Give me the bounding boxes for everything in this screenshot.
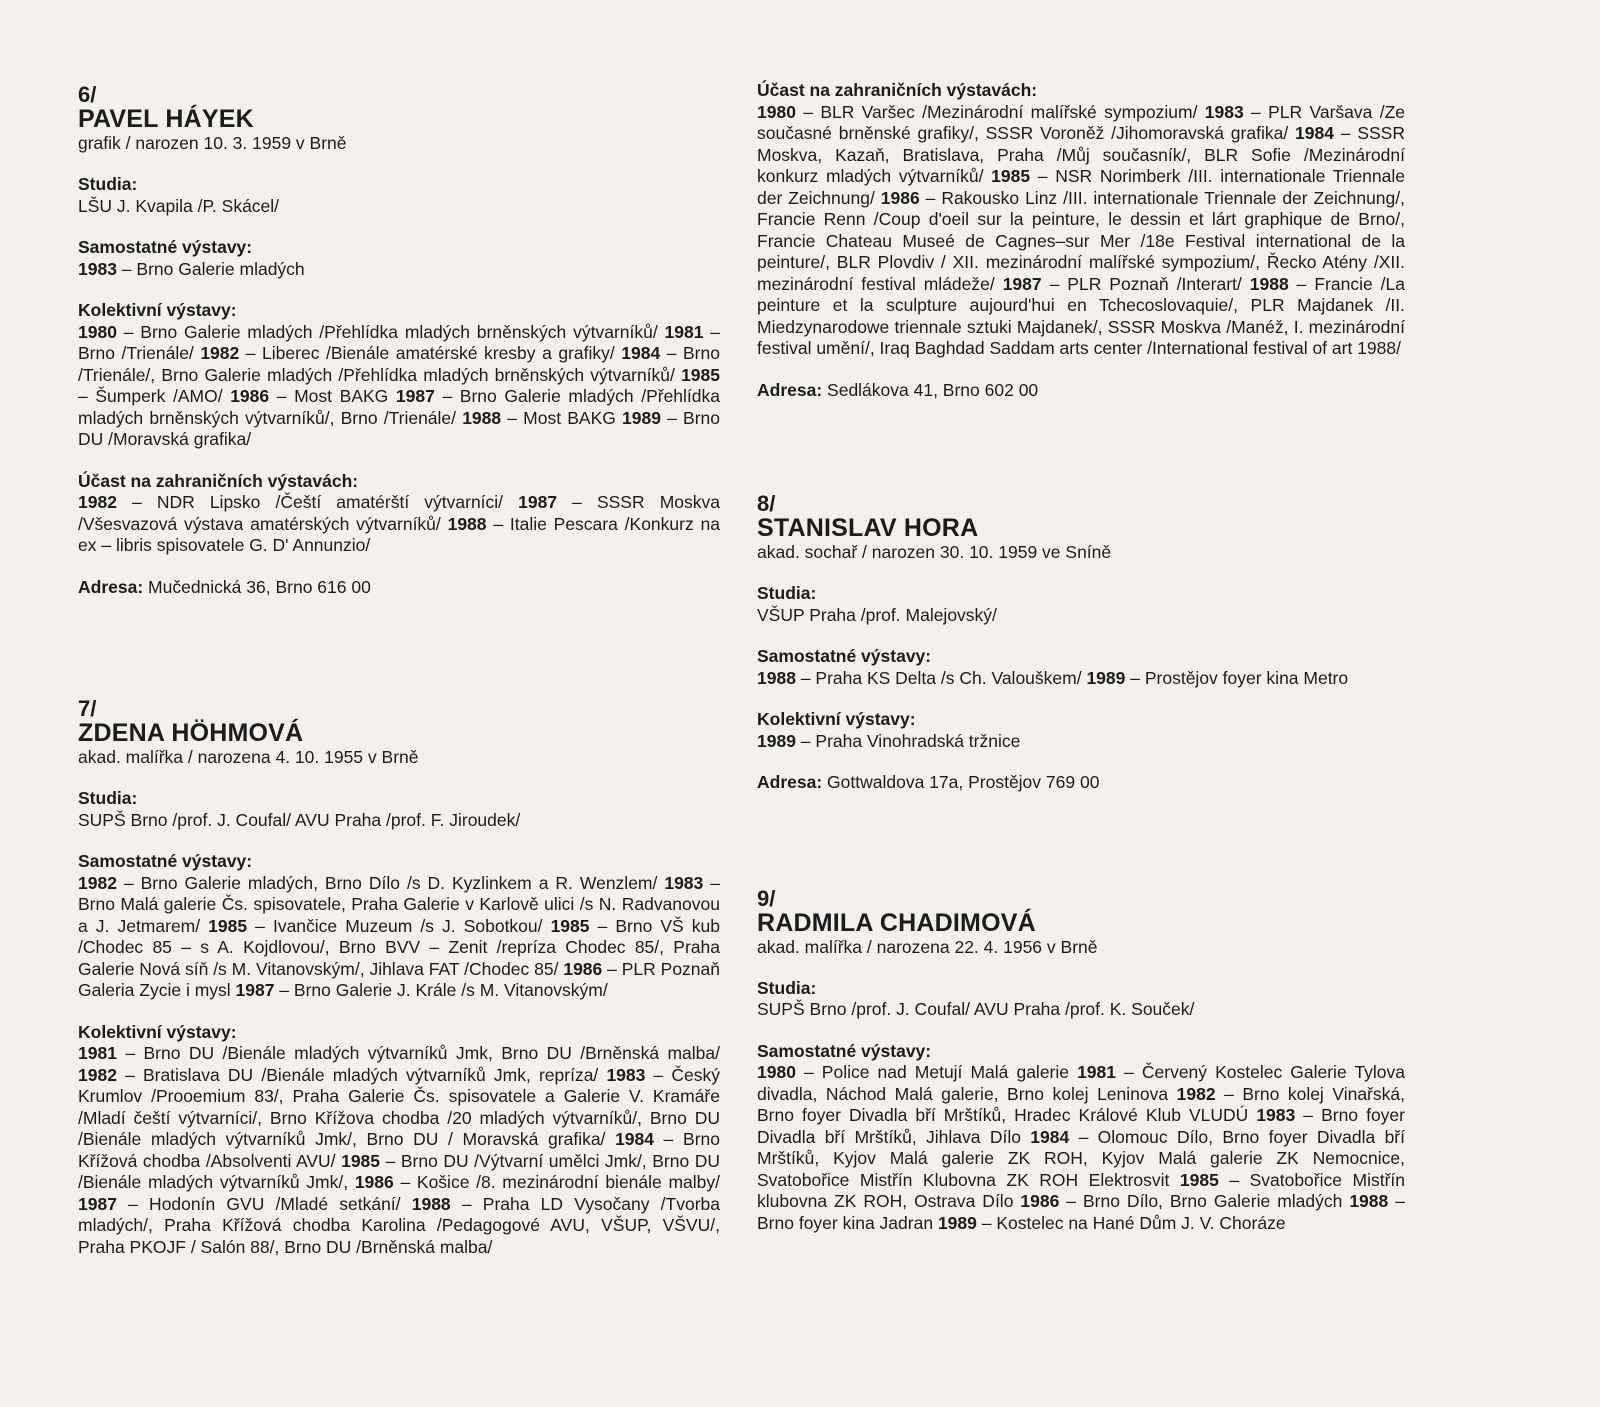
address-value: Sedlákova 41, Brno 602 00 xyxy=(822,379,1039,400)
text-segment: – Brno Galerie mladých /Přehlídka mladých brněnských výtvarníků/, Brno /Trienále/ xyxy=(78,386,720,428)
year: 1985 xyxy=(1179,1169,1219,1190)
address-value: Gottwaldova 17a, Prostějov 769 00 xyxy=(822,772,1100,792)
entry-section xyxy=(78,174,720,217)
year: 1988 xyxy=(462,407,502,428)
year: 1986 xyxy=(230,386,270,406)
year: 1980 xyxy=(757,101,796,122)
section-heading: Kolektivní výstavy: xyxy=(78,1021,237,1042)
year: 1983 xyxy=(1204,101,1244,122)
text-segment: – Český Krumlov /Prooemium 83/, Praha Galerie Čs. spisovatele a Galerie V. Kramáře /Mladí čeští výtvarníci/, Brno Křížova chodba /20 mladých výtvarníků/, Brno DU /Bienále mladých výtvarníků Jmk/, Brno DU / Moravská grafika/ xyxy=(78,1064,721,1149)
year: 1988 xyxy=(1249,273,1289,294)
text-segment: LŠU J. Kvapila /P. Skácel/ xyxy=(78,195,280,216)
year: 1989 xyxy=(622,407,661,428)
text-segment: – Brno Galerie mladých /Přehlídka mladých brněnských výtvarníků/ xyxy=(116,321,665,342)
artist-subtitle: akad. sochař / narozen 30. 10. 1959 ve Sníně xyxy=(757,542,1112,562)
artist-entry xyxy=(78,698,720,1258)
artist-entry xyxy=(78,84,720,598)
year: 1983 xyxy=(1256,1105,1296,1125)
year: 1989 xyxy=(757,730,796,751)
section-heading: Studia: xyxy=(78,174,138,194)
text-segment: – NSR Norimberk /III. internationale Triennale der Zeichnung/ xyxy=(757,166,1405,208)
entry-section xyxy=(78,300,720,451)
year: 1982 xyxy=(1176,1083,1216,1104)
text-segment: – Brno foyer Divadla bří Mrštíků, Jihlava Dílo xyxy=(757,1105,1405,1147)
year: 1983 xyxy=(664,872,704,893)
entry-section xyxy=(78,471,720,557)
section-text xyxy=(757,1062,1405,1234)
text-segment: – Brno Galerie J. Krále /s M. Vitanovským/ xyxy=(274,980,608,1000)
artist-name: ZDENA HÖHMOVÁ xyxy=(78,719,304,747)
address-label: Adresa: xyxy=(757,379,823,400)
year: 1987 xyxy=(78,1193,117,1214)
entry-section xyxy=(757,583,1405,626)
entry-section xyxy=(78,1022,720,1259)
entry-number: 9/ xyxy=(757,885,776,911)
year: 1988 xyxy=(757,667,796,688)
year: 1987 xyxy=(1002,273,1042,294)
text-segment: – Ivančice Muzeum /s J. Sobotkou/ xyxy=(247,915,551,936)
year: 1981 xyxy=(78,1043,117,1063)
artist-entry xyxy=(757,493,1405,794)
artist-entry xyxy=(757,80,1405,401)
year: 1986 xyxy=(1020,1191,1060,1211)
section-heading: Samostatné výstavy: xyxy=(78,851,253,871)
year: 1980 xyxy=(757,1062,796,1082)
text-segment: – Police nad Metují Malá galerie xyxy=(795,1062,1078,1082)
text-segment: – PLR Poznaň Galeria Zycie i mysl xyxy=(78,958,720,1000)
address-value: Mučednická 36, Brno 616 00 xyxy=(143,576,371,597)
text-segment: – Bratislava DU /Bienále mladých výtvarníků Jmk, repríza/ xyxy=(116,1064,607,1085)
section-text xyxy=(757,668,1405,690)
text-segment: – Svatobořice Mistřín klubovna ZK ROH, Ostrava Dílo xyxy=(757,1169,1405,1211)
year: 1984 xyxy=(1030,1126,1070,1147)
year: 1982 xyxy=(78,872,117,893)
section-text xyxy=(757,999,1405,1021)
artist-subtitle: akad. malířka / narozena 4. 10. 1955 v Brně xyxy=(78,747,419,767)
entry-section xyxy=(78,788,720,831)
year: 1982 xyxy=(200,343,240,363)
section-text xyxy=(757,731,1405,753)
section-heading: Kolektivní výstavy: xyxy=(757,709,916,729)
entry-number: 6/ xyxy=(78,82,97,107)
text-segment: – Brno /Trienále/, Brno Galerie mladých /Přehlídka mladých brněnských výtvarníků/ xyxy=(78,343,720,385)
year: 1987 xyxy=(395,386,435,406)
year: 1981 xyxy=(664,321,704,342)
text-segment: – Praha LD Vysočany /Tvorba mladých/, Praha Křížová chodba Karolina /Pedagogové AVU, VŠUP, VŠVU/, Praha PKOJF / Salón 88/, Brno DU /Brněnská malba/ xyxy=(78,1193,720,1257)
address-line xyxy=(78,577,720,599)
text-segment: – Francie /La peinture et la sculpture aujourd'hui en Tchecoslovaquie/, PLR Majdanek /II. Miedzynarodowe triennale sztuki Majdanek/, SSSR Moskva /Manéž, I. mezinárodní festival umění/, Iraq Baghdad Saddam arts center /International festival of art 1988/ xyxy=(757,273,1405,358)
entry-section xyxy=(757,646,1405,689)
text-segment: – Šumperk /AMO/ xyxy=(78,386,231,406)
text-segment: – Červený Kostelec Galerie Tylova divadla, Náchod Malá galerie, Brno kolej Leninova xyxy=(757,1062,1406,1104)
text-segment: – Brno DU /Moravská grafika/ xyxy=(78,407,720,449)
address-line xyxy=(757,772,1405,794)
year: 1986 xyxy=(563,958,603,979)
artist-name: PAVEL HÁYEK xyxy=(78,105,254,133)
text-segment: – Hodonín GVU /Mladé setkání/ xyxy=(116,1193,412,1214)
text-segment: – Praha Vinohradská tržnice xyxy=(795,730,1021,751)
text-segment: – Praha KS Delta /s Ch. Valouškem/ xyxy=(795,667,1087,688)
section-heading: Samostatné výstavy: xyxy=(78,237,253,257)
text-segment: – Liberec /Bienále amatérské kresby a grafiky/ xyxy=(239,343,622,363)
section-text xyxy=(78,492,720,557)
entry-section xyxy=(757,978,1405,1021)
artist-subtitle: grafik / narozen 10. 3. 1959 v Brně xyxy=(78,133,347,153)
entry-section xyxy=(78,851,720,1002)
year: 1981 xyxy=(1077,1062,1117,1082)
address-line xyxy=(757,380,1405,402)
year: 1987 xyxy=(235,980,275,1000)
text-segment: – Rakousko Linz /III. internationale Triennale der Zeichnung/, Francie Renn /Coup d'oeil sur la peinture, le dessin et lárt graphique de Brno/, Francie Chateau Museé de Cagnes–sur Mer /18e Festival international de la peinture/, BLR Plovdiv / XII. mezinárodní malířské sympozium/, Řecko Atény /XII. mezinárodní festival mládeže/ xyxy=(757,187,1405,294)
section-heading: Účast na zahraničních výstavách: xyxy=(757,80,1038,100)
text-segment: VŠUP Praha /prof. Malejovský/ xyxy=(757,604,997,625)
text-segment: – Most BAKG xyxy=(501,407,623,428)
text-segment: – Olomouc Dílo, Brno foyer Divadla bří Mrštíků, Kyjov Malá galerie ZK ROH, Kyjov Malá galerie ZK Nemocnice, Svatobořice Mistřín Klubovna ZK ROH Elektrosvit xyxy=(757,1126,1405,1190)
text-segment: – Košice /8. mezinárodní bienále malby/ xyxy=(393,1172,721,1192)
year: 1985 xyxy=(341,1150,381,1171)
year: 1989 xyxy=(937,1212,977,1233)
text-segment: – BLR Varšec /Mezinárodní malířské sympozium/ xyxy=(795,101,1205,122)
year: 1980 xyxy=(78,321,117,342)
year: 1989 xyxy=(1086,667,1126,688)
text-segment: – SSSR Moskva /Všesvazová výstava amatérských výtvarníků/ xyxy=(78,492,720,534)
text-segment: – PLR Varšava /Ze současné brněnské grafiky/, SSSR Voroněž /Jihomoravská grafika/ xyxy=(757,101,1405,143)
text-segment: – Brno Galerie mladých, Brno Dílo /s D. Kyzlinkem a R. Wenzlem/ xyxy=(116,872,665,893)
section-text xyxy=(78,810,720,832)
entry-section xyxy=(757,80,1405,360)
address-label: Adresa: xyxy=(78,576,144,597)
entry-section xyxy=(78,237,720,280)
year: 1984 xyxy=(615,1129,655,1149)
artist-entry xyxy=(757,885,1406,1235)
section-heading: Studia: xyxy=(757,583,817,603)
year: 1984 xyxy=(1295,123,1334,143)
year: 1985 xyxy=(681,364,720,385)
entry-number: 7/ xyxy=(78,696,97,721)
section-text xyxy=(78,259,720,281)
section-text xyxy=(78,322,720,451)
text-segment: – Brno DU /Výtvarní umělci Jmk/, Brno DU /Bienále mladých výtvarníků Jmk/, xyxy=(78,1150,720,1192)
text-segment: – Italie Pescara /Konkurz na ex – libris spisovatele G. D' Annunzio/ xyxy=(78,513,720,555)
artist-name: STANISLAV HORA xyxy=(757,514,979,542)
section-text xyxy=(78,873,720,1002)
text-segment: – Most BAKG xyxy=(269,386,396,406)
year: 1987 xyxy=(518,492,558,512)
year: 1983 xyxy=(78,258,117,279)
year: 1988 xyxy=(447,513,487,534)
left-column xyxy=(78,80,720,1258)
text-segment: – Brno foyer kina Jadran xyxy=(757,1191,1405,1233)
year: 1985 xyxy=(208,915,248,936)
text-segment: – Brno DU /Bienále mladých výtvarníků Jmk, Brno DU /Brněnská malba/ xyxy=(116,1043,720,1063)
year: 1985 xyxy=(991,166,1031,186)
text-segment: SUPŠ Brno /prof. J. Coufal/ AVU Praha /prof. F. Jiroudek/ xyxy=(78,809,521,830)
section-heading: Kolektivní výstavy: xyxy=(78,300,237,320)
artist-name: RADMILA CHADIMOVÁ xyxy=(757,908,1036,937)
section-heading: Studia: xyxy=(757,977,817,998)
year: 1986 xyxy=(354,1172,394,1192)
artist-subtitle: akad. malířka / narozena 22. 4. 1956 v Brně xyxy=(757,936,1098,957)
text-segment: – PLR Poznaň /Interart/ xyxy=(1041,273,1250,294)
right-column xyxy=(757,80,1405,1234)
year: 1983 xyxy=(606,1064,646,1085)
year: 1988 xyxy=(1349,1191,1389,1211)
text-segment: – NDR Lipsko /Čeští amatérští výtvarníci/ xyxy=(116,492,519,512)
text-segment: – Brno Galerie mladých xyxy=(116,258,305,279)
year: 1985 xyxy=(550,915,590,936)
text-segment: – Brno Malá galerie Čs. spisovatele, Praha Galerie v Karlově ulici /s N. Radvanovou a J. Jetmarem/ xyxy=(78,872,720,936)
year: 1988 xyxy=(411,1193,451,1214)
text-segment: – Brno /Trienále/ xyxy=(78,321,720,363)
year: 1984 xyxy=(621,343,661,363)
text-segment: – Prostějov foyer kina Metro xyxy=(1125,667,1349,688)
text-segment: – Brno Křížová chodba /Absolventi AVU/ xyxy=(78,1129,720,1171)
year: 1986 xyxy=(880,187,920,208)
section-text xyxy=(78,196,720,218)
year: 1982 xyxy=(78,1064,117,1085)
section-heading: Samostatné výstavy: xyxy=(757,646,932,666)
entry-number: 8/ xyxy=(757,491,776,516)
text-segment: – Brno Dílo, Brno Galerie mladých xyxy=(1059,1191,1350,1211)
section-text xyxy=(78,1043,720,1258)
section-text xyxy=(757,605,1405,627)
section-text xyxy=(757,102,1405,360)
section-heading: Samostatné výstavy: xyxy=(757,1040,932,1061)
text-segment: – Brno kolej Vinařská, Brno foyer Divadla bří Mrštíků, Hradec Králové Klub VLUDÚ xyxy=(757,1083,1405,1125)
section-heading: Studia: xyxy=(78,788,138,808)
entry-section xyxy=(757,709,1405,752)
address-label: Adresa: xyxy=(757,772,823,792)
text-segment: – Brno VŠ kub /Chodec 85 – s A. Kojdlovou/, Brno BVV – Zenit /repríza Chodec 85/, Praha Galerie Nová síň /s M. Vitanovským/, Jihlava FAT /Chodec 85/ xyxy=(78,915,720,979)
section-heading: Účast na zahraničních výstavách: xyxy=(78,470,359,491)
text-segment: SUPŠ Brno /prof. J. Coufal/ AVU Praha /prof. K. Souček/ xyxy=(757,999,1195,1019)
text-segment: – SSSR Moskva, Kazaň, Bratislava, Praha /Můj současník/, BLR Sofie /Mezinárodní konkurz mladých výtvarníků/ xyxy=(757,123,1405,186)
year: 1982 xyxy=(78,492,117,512)
entry-section xyxy=(757,1041,1405,1235)
text-segment: – Kostelec na Hané Dům J. V. Choráze xyxy=(976,1212,1286,1233)
